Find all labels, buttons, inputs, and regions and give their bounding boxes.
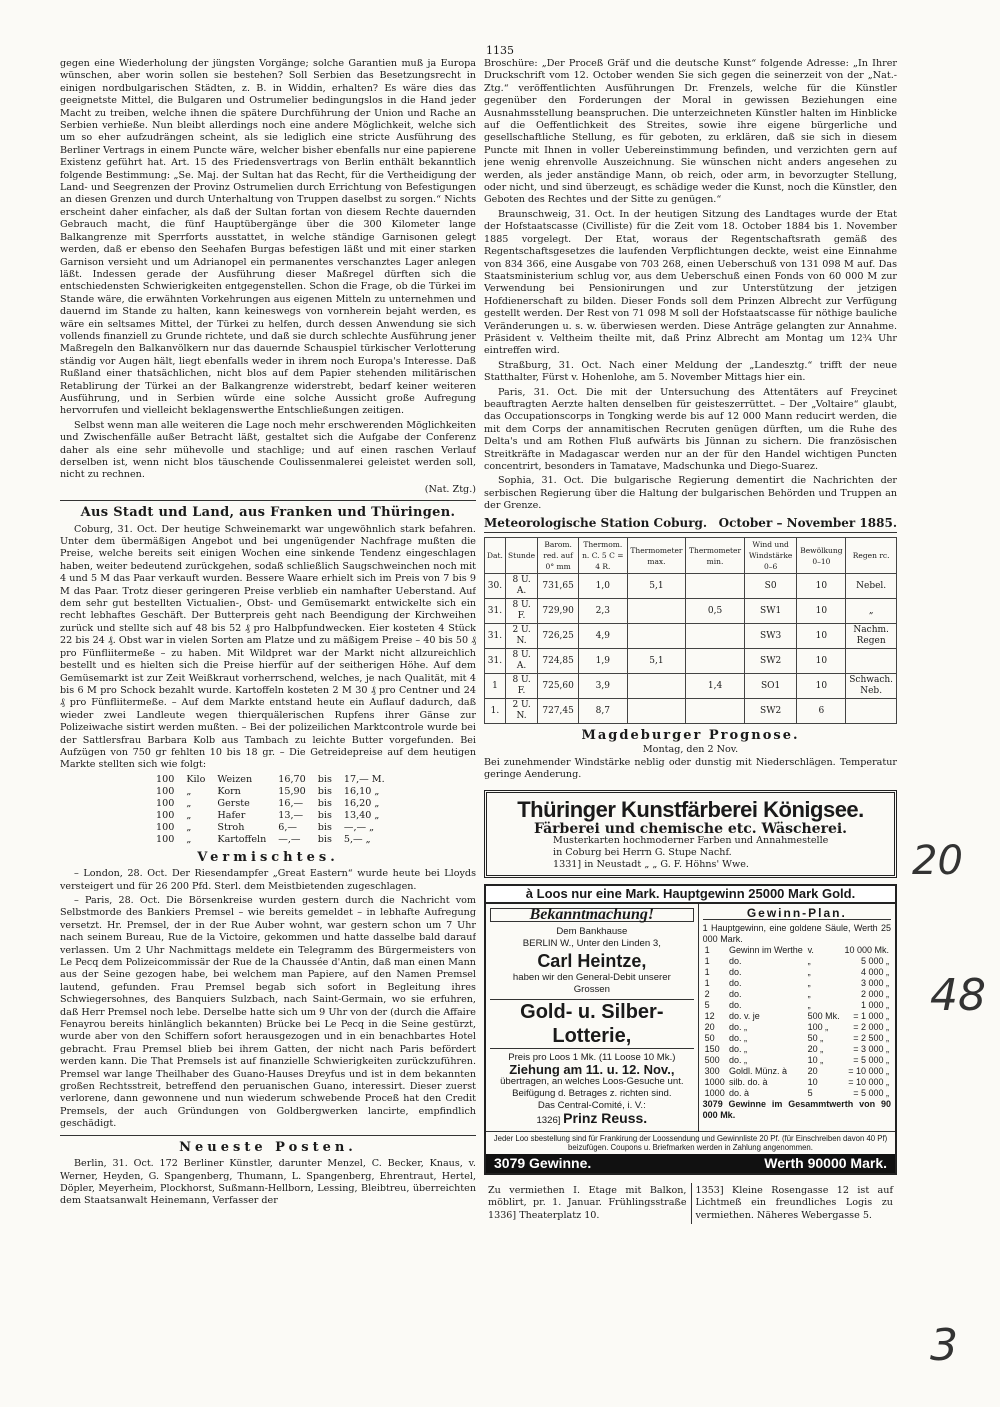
- price-unit: „: [186, 797, 192, 809]
- weather-header-cell: Regen rc.: [846, 538, 897, 574]
- divider: [60, 500, 476, 501]
- prize-row: [703, 1066, 891, 1077]
- price-to: 5,— „: [343, 833, 371, 845]
- prognosis-text: Bei zunehmender Windstärke neblig oder dunstig mit Niederschlägen. Temperatur geringe Aenderung.: [484, 756, 897, 781]
- prize-cell: = 10 000 „: [848, 1077, 889, 1088]
- price-unit: „: [186, 809, 192, 821]
- weather-cell: Nebel.: [846, 574, 897, 599]
- prize-row: [703, 1000, 891, 1011]
- weather-cell: 10: [797, 674, 846, 699]
- price-item: Weizen: [217, 773, 253, 785]
- price-to: 17,— M.: [343, 773, 385, 785]
- weather-cell: SW1: [744, 599, 797, 624]
- weather-cell: [627, 624, 686, 649]
- ad-line: in Coburg bei Herrn G. Stupe Nachf.: [553, 847, 732, 859]
- ad-lotterie-body: [486, 904, 895, 1131]
- weather-cell: [846, 649, 897, 674]
- ad-total-value: Werth 90000 Mark.: [764, 1155, 887, 1172]
- weather-cell: 31.: [485, 624, 506, 649]
- article-berlin-artists: Berlin, 31. Oct. 172 Berliner Künstler, darunter Menzel, C. Becker, Knaus, v. Werner, Heyden, G. Spangenberg, Thumann, L. Spangenberg, Ehrentraut, Hertel, Döpler, Meyerheim, Plockhorst, Sußmann-Hellborn, Lessing, Bleibtreu, überreichten dem Staatsanwalt Heinemann, Verfasser der: [60, 1158, 476, 1207]
- prize-cell: 500: [704, 1055, 720, 1066]
- price-item: Hafer: [217, 809, 246, 821]
- price-unit: „: [186, 785, 192, 797]
- source-signature: (Nat. Ztg.): [424, 483, 476, 495]
- price-unit: „: [186, 821, 192, 833]
- weather-cell: 2 U. N.: [505, 624, 537, 649]
- prize-cell: 150: [704, 1044, 720, 1055]
- weather-cell: 10: [797, 624, 846, 649]
- price-qty: 100: [156, 797, 175, 809]
- pencil-annotation: 3: [930, 1320, 958, 1371]
- price-from: 6,—: [278, 821, 298, 833]
- prize-cell: 10: [807, 1077, 818, 1088]
- article-strassburg: Straßburg, 31. Oct. Nach einer Meldung der „Landesztg.“ trifft der neue Statthalter, Fürst v. Hohenlohe, am 5. November Mittags hier ein.: [484, 359, 897, 384]
- prize-cell: „: [807, 956, 811, 967]
- weather-cell: 8 U. F.: [505, 599, 537, 624]
- weather-row: [485, 599, 897, 624]
- price-item: Kartoffeln: [217, 833, 267, 845]
- prize-cell: 2: [704, 989, 710, 1000]
- price-to: 16,20 „: [343, 797, 380, 809]
- small-ads: [484, 1183, 897, 1224]
- ad-number: 1326]: [536, 1115, 561, 1127]
- prize-cell: = 5 000 „: [853, 1055, 889, 1066]
- prize-cell: 50 „: [807, 1033, 824, 1044]
- weather-cell: 31.: [485, 599, 506, 624]
- prize-row: [703, 1033, 891, 1044]
- weather-station-month: October – November 1885.: [718, 515, 897, 530]
- ad-number: 1331]: [553, 859, 582, 871]
- ad-line-text: in Neustadt „ „ G. F. Höhns' Wwe.: [584, 859, 749, 871]
- price-unit: „: [186, 833, 192, 845]
- price-qty: 100: [156, 785, 175, 797]
- page-number: 1135: [486, 44, 514, 57]
- price-item: Gerste: [217, 797, 250, 809]
- price-row: [150, 822, 391, 834]
- weather-cell: 725,60: [538, 674, 579, 699]
- prize-cell: do.: [728, 989, 742, 1000]
- weather-station-name: Meteorologische Station Coburg.: [484, 515, 708, 530]
- prize-cell: 10 „: [807, 1055, 824, 1066]
- prize-row: [703, 956, 891, 967]
- weather-cell: 731,65: [538, 574, 579, 599]
- weather-cell: [627, 599, 686, 624]
- price-from: 16,—: [278, 797, 304, 809]
- price-item: Korn: [217, 785, 241, 797]
- price-from: 15,90: [278, 785, 306, 797]
- prize-plan-main: 1 Hauptgewinn, eine goldene Säule, Werth 25 000 Mark.: [702, 923, 891, 945]
- prize-cell: 5: [807, 1088, 813, 1099]
- weather-cell: 30.: [485, 574, 506, 599]
- weather-row: [485, 699, 897, 724]
- prize-row: [703, 945, 891, 956]
- weather-cell: SO1: [744, 674, 797, 699]
- weather-cell: [686, 699, 745, 724]
- ad-total-prizes: 3079 Gewinne.: [494, 1155, 592, 1172]
- small-ad-logis: 1353] Kleine Rosengasse 12 ist auf Lichtmeß ein freundliches Logis zu vermiethen. Näheres Webergasse 5.: [691, 1183, 898, 1224]
- prize-cell: 12: [704, 1011, 715, 1022]
- prize-cell: 50: [704, 1033, 715, 1044]
- price-to: 16,10 „: [343, 785, 380, 797]
- ad-lotterie-footer-bar: [486, 1154, 895, 1172]
- prize-cell: do. v. je: [728, 1011, 760, 1022]
- prize-cell: 3 000 „: [860, 978, 889, 989]
- ad-lotterie: [484, 884, 897, 1175]
- prize-plan-table: [703, 945, 891, 1099]
- weather-cell: 726,25: [538, 624, 579, 649]
- divider: [60, 1135, 476, 1136]
- ad-lottery-name: Gold- u. Silber-Lotterie,: [490, 999, 694, 1049]
- ad-kunstfaerberei-title: Thüringer Kunstfärberei Königsee.: [517, 796, 864, 822]
- prize-cell: 20: [704, 1022, 715, 1033]
- prize-cell: 1 000 „: [860, 1000, 889, 1011]
- weather-header-cell: Thermom. n. C. 5 C = 4 R.: [578, 538, 627, 574]
- prize-cell: 100 „: [807, 1022, 829, 1033]
- weather-cell: 724,85: [538, 649, 579, 674]
- ad-line: [553, 859, 888, 871]
- weather-cell: 1,0: [578, 574, 627, 599]
- prize-row: [703, 989, 891, 1000]
- price-unit: Kilo: [186, 773, 206, 785]
- prize-row: [703, 1044, 891, 1055]
- prize-cell: 4 000 „: [860, 967, 889, 978]
- weather-cell: 31.: [485, 649, 506, 674]
- price-item: Stroh: [217, 821, 245, 833]
- weather-cell: 6: [797, 699, 846, 724]
- prize-cell: do. „: [728, 1022, 747, 1033]
- prize-cell: do. „: [728, 1055, 747, 1066]
- prize-cell: 20: [807, 1066, 818, 1077]
- weather-cell: 8 U. F.: [505, 674, 537, 699]
- prize-cell: „: [807, 967, 811, 978]
- weather-row: [485, 649, 897, 674]
- prize-cell: = 3 000 „: [853, 1044, 889, 1055]
- section-heading-stadt-land: Aus Stadt und Land, aus Franken und Thüringen.: [80, 505, 456, 521]
- section-heading-neueste-posten: Neueste Posten.: [179, 1139, 357, 1155]
- ad-signature: [490, 1112, 694, 1127]
- weather-cell: 2,3: [578, 599, 627, 624]
- weather-cell: 1,4: [686, 674, 745, 699]
- weather-cell: 5,1: [627, 649, 686, 674]
- ad-kunstfaerberei-body: [553, 835, 888, 871]
- prize-plan-total: 3079 Gewinne im Gesammtwerth von 90 000 Mk.: [702, 1099, 891, 1121]
- prize-cell: Gewinn im Werthe: [728, 945, 803, 956]
- weather-cell: 10: [797, 649, 846, 674]
- price-from: 13,—: [278, 809, 304, 821]
- weather-header-cell: Stunde: [505, 538, 537, 574]
- prize-cell: 1: [704, 978, 710, 989]
- ad-lotterie-announcement: [486, 904, 699, 1131]
- price-row: [150, 786, 391, 798]
- weather-cell: 3,9: [578, 674, 627, 699]
- article-sophia: Sophia, 31. Oct. Die bulgarische Regierung dementirt die Nachrichten der serbischen Regierung über die Haltung der bulgarischen Behörden und Truppen an der Grenze.: [484, 475, 897, 512]
- price-to: 13,40 „: [343, 809, 380, 821]
- price-bis: bis: [317, 821, 332, 833]
- weather-header-cell: Bewölkung 0–10: [797, 538, 846, 574]
- weather-cell: 1.: [485, 699, 506, 724]
- price-qty: 100: [156, 833, 175, 845]
- small-ad-etage: Zu vermiethen I. Etage mit Balkon, möblirt, pr. 1. Januar. Frühlingsstraße 1336] Theaterplatz 10.: [488, 1184, 687, 1221]
- prize-cell: do. à: [728, 1088, 749, 1099]
- weather-cell: 1: [485, 674, 506, 699]
- ad-text: haben wir den General-Debit unserer: [512, 972, 671, 984]
- prize-cell: do.: [728, 978, 742, 989]
- prize-row: [703, 1077, 891, 1088]
- article-coburg-market: Coburg, 31. Oct. Der heutige Schweinemarkt war ungewöhnlich stark befahren. Unter dem übermäßigen Angebot und bei ungenügender Nachfrage mußten die Preise, welche bereits seit einigen Wochen eine sinkende Tendenz eingeschlagen haben, weiter bedeutend zurückgehen, sodaß schließlich Saugschweinchen noch mit 4 und 5 M das Paar verkauft wurden. Bessere Waare erhielt sich im Preis von 7 bis 9 M das Paar. Trotz dieser geringeren Preise verblieb ein namhafter Ueberstand. Auf dem sehr gut bestellten Victualien-, Obst- und Gemüsemarkt entwickelte sich ein recht lebhaftes Geschäft. Der Butterpreis geht nach Beendigung der Kirchweihen zurück und stellte sich auf 48 bis 52 ₰ pro Halbpfundwecken. Eier kosteten 4 Stück 22 bis 24 ₰. Obst war in vielen Sorten am Platze und zu mäßigem Preise – 40 bis 50 ₰ pro Fünfliitermeße – zu haben. Mit Wildpret war der Markt nicht allzureichlich bestellt und es hielten sich die Preise hierfür auf der seitherigen Höhe. Auf dem Gemüsemarkt ist zur Zeit Weißkraut vorherrschend, welches, je nach Qualität, mit 4 bis 6 M pro Schock bezahlt wurde. Kartoffeln kosteten 2 M 30 ₰ pro Centner und 24 ₰ pro Fünfliitermeße. – Auf dem Markte entstand heute ein Auflauf dadurch, daß wieder zwei Landleute wegen thierquälerischen Rupfens ihrer Gänse zur Polizeiwache sistirt werden mußten. – Bei der polizeilichen Marktcontrole wurde bei der Sattlersfrau Barbara Kolb aus Tambach zu leichte Butter vorgefunden. Bei Aufzügen von 750 gr fehlten 10 bis 18 gr. – Die Getreidepreise auf dem heutigen Markte stellten sich wie folgt:: [60, 523, 476, 771]
- prize-cell: 10 000 Mk.: [844, 945, 889, 956]
- ad-line: Musterkarten hochmoderner Farben und Annahmestelle: [553, 835, 829, 847]
- ad-signer: Prinz Reuss.: [563, 1110, 648, 1127]
- prize-row: [703, 1022, 891, 1033]
- prize-row: [703, 1011, 891, 1022]
- price-bis: bis: [317, 773, 332, 785]
- article-paris-premsel: – Paris, 28. Oct. Die Börsenkreise wurden gestern durch die Nachricht vom Selbstmorde des Bankiers Premsel – wie bereits gemeldet – in lebhafte Aufregung versetzt. Hr. Premsel, der in der Rue Auber wohnt, war gestern schon um 7 Uhr nach seinem Bureau, Rue de la Victoire, gekommen und hatte dasselbe bald darauf verlassen. Um 2 Uhr Nachmittags meldete ein Telegramm des Bürgermeisters von Le Pecq dem Polizeicommissär der Rue de la Chaussée d'Antin, daß man einen Mann aus der Seine gezogen habe, bei welchem man Papiere, auf den Namen Premsel lautend, gefunden. Frau Premsel begab sich sofort in Begleitung ihres Schwiegersohnes, des Banquiers Sulzbach, nach Saint-Germain, wo sie erfuhren, daß Herr Premsel noch lebe. Derselbe hatte sich um 9 Uhr von der (durch die Affaire Fenayrou bereits hinlänglich bekannten) Brücke bei Le Pecq in die Seine gestürzt, wurde aber von den Schiffern sofort herausgezogen und in ein benachbartes Hotel gebracht. Frau Premsel blieb bei ihrem Gatten, der nicht nach Paris befördert werden kann. Die That Premsels ist auf finanzielle Schwierigkeiten zurückzuführen. Premsel war lange Theilhaber des Guano-Hauses Dreyfus und ist in dem bekannten großen Rechtsstreit, betreffend den peruanischen Guano, interessirt. Dieser zuerst verlorene, dann gewonnene und nun wiederum schwebende Proceß hat den Credit Premsels, der auch Gründungen von Goldbergwerken lancirte, empfindlich geschädigt.: [60, 894, 476, 1130]
- ad-kunstfaerberei-subtitle: Färberei und chemische etc. Wäscherei.: [533, 820, 848, 837]
- prize-row: [703, 967, 891, 978]
- prize-cell: = 5 000 „: [853, 1088, 889, 1099]
- weather-cell: S0: [744, 574, 797, 599]
- weather-row: [485, 624, 897, 649]
- prize-plan-title: Gewinn-Plan.: [703, 908, 891, 920]
- weather-cell: SW2: [744, 699, 797, 724]
- prognosis-title: Magdeburger Prognose.: [581, 728, 800, 744]
- ad-text: Dem Bankhause: [556, 926, 628, 938]
- weather-cell: 2 U. N.: [505, 699, 537, 724]
- weather-cell: 8 U. A.: [505, 574, 537, 599]
- price-qty: 100: [156, 773, 175, 785]
- weather-row: [485, 674, 897, 699]
- prize-cell: = 1 000 „: [853, 1011, 889, 1022]
- price-from: 16,70: [278, 773, 306, 785]
- prize-cell: 500 Mk.: [807, 1011, 840, 1022]
- prize-cell: do.: [728, 967, 742, 978]
- weather-cell: SW2: [744, 649, 797, 674]
- left-column: [60, 58, 476, 1383]
- price-bis: bis: [317, 797, 332, 809]
- pencil-annotation: 48: [930, 970, 986, 1021]
- prize-cell: Goldl. Münz. à: [728, 1066, 787, 1077]
- weather-cell: [686, 624, 745, 649]
- prize-cell: 2 000 „: [860, 989, 889, 1000]
- prize-cell: „: [807, 978, 811, 989]
- weather-cell: [627, 699, 686, 724]
- weather-cell: 727,45: [538, 699, 579, 724]
- price-row: [150, 798, 391, 810]
- weather-cell: 729,90: [538, 599, 579, 624]
- article-berlin-continuation: Broschüre: „Der Proceß Gräf und die deutsche Kunst“ folgende Adresse: „In Ihrer Druckschrift vom 12. October wenden Sie sich gegen die seinerzeit von der „Nat.-Ztg.“ veröffentlichten Ausführungen Dr. Frenzels, welche für die Künstler gegenüber den Forderungen der Moral in gewissen Beziehungen eine Ausnahmsstellung beanspruchen. Die unterzeichneten Künstler halten im Hinblicke auf die Oeffentlichkeit des Streites, sowie ihre eigene bürgerliche und gesellschaftliche Stellung, es für geboten, zu erklären, daß sie sich in diesem Puncte mit Ihnen in voller Uebereinstimmung befinden, und verzichten gern auf jene wenig ehrenvolle Auszeichnung. Sie wünschen nicht anders angesehen zu werden, als jeder anständige Mann, ob reich, oder arm, in bevorzugter Stellung, oder nicht, und sind überzeugt, es schädige weder die Kunst, noch die Künstler, den Geboten des Rechtes und der Sitte zu genügen.“: [484, 58, 897, 206]
- section-heading-vermischtes: Vermischtes.: [197, 849, 339, 865]
- weather-station-title: [484, 517, 897, 533]
- price-qty: 100: [156, 821, 175, 833]
- prize-cell: = 2 000 „: [853, 1022, 889, 1033]
- weather-header-cell: Barom. red. auf 0° mm: [538, 538, 579, 574]
- ad-text: Preis pro Loos 1 Mk. (11 Loose 10 Mk.): [508, 1052, 676, 1064]
- weather-cell: 8,7: [578, 699, 627, 724]
- prize-cell: 1000: [704, 1088, 725, 1099]
- prize-cell: 1000: [704, 1077, 725, 1088]
- article-london: – London, 28. Oct. Der Riesendampfer „Great Eastern“ wurde heute bei Lloyds versteigert und für 26 200 Pfd. Sterl. dem Meistbietenden zugeschlagen.: [60, 868, 476, 892]
- weather-cell: [627, 674, 686, 699]
- ad-lotterie-footnote: Jeder Loo sbestellung sind für Frankirung der Loossendung und Gewinnliste 20 Pf. (für Einschreiben davon 40 Pf) beizufügen. Coupons u. Briefmarken werden in Zahlung angenommen.: [486, 1131, 895, 1154]
- price-row: [150, 774, 391, 786]
- ad-text: Das Central-Comité, i. V.:: [537, 1100, 646, 1112]
- price-row: [150, 810, 391, 822]
- weather-cell: „: [846, 599, 897, 624]
- prognosis-date: Montag, den 2 Nov.: [642, 744, 739, 756]
- ad-bekanntmachung: Bekanntmachung!: [490, 908, 694, 922]
- prize-cell: 1: [704, 945, 710, 956]
- price-bis: bis: [317, 833, 332, 845]
- weather-cell: [686, 649, 745, 674]
- prize-row: [703, 978, 891, 989]
- weather-header-cell: Dat.: [485, 538, 506, 574]
- ad-prize-plan: [699, 904, 895, 1131]
- article-conference-end: Selbst wenn man alle weiteren die Lage noch mehr erschwerenden Möglichkeiten und Zwischenfälle außer Betracht läßt, gestaltet sich die Aufgabe der Conferenz daher als eine sehr mühevolle und stachlige; und auf einen raschen Verlauf derselben ist, wenn nicht blos täuschende Coulissenmalerei geleistet werden soll, nicht zu rechnen.: [60, 419, 476, 481]
- weather-cell: SW3: [744, 624, 797, 649]
- grain-price-table: [150, 774, 391, 846]
- weather-header-cell: Thermometer max.: [627, 538, 686, 574]
- prize-cell: = 10 000 „: [848, 1066, 889, 1077]
- prize-cell: 20 „: [807, 1044, 824, 1055]
- prize-cell: „: [807, 989, 811, 1000]
- prize-cell: 5 000 „: [860, 956, 889, 967]
- ad-text: übertragen, an welches Loos-Gesuche unt. Beifügung d. Betrages z. richten sind.: [500, 1076, 684, 1100]
- price-row: [150, 834, 391, 846]
- weather-header-cell: Thermometer min.: [686, 538, 745, 574]
- ad-kunstfaerberei: [484, 790, 897, 878]
- weather-cell: 4,9: [578, 624, 627, 649]
- price-bis: bis: [317, 785, 332, 797]
- article-conference-continuation: gegen eine Wiederholung der jüngsten Vorgänge; solche Garantien muß ja Europa wünschen, aber worin sollen sie bestehen? Soll Serbien das Besetzungsrecht in einigen nordbulgarischen Städten, z. B. in Widdin, erhalten? Es wäre dies das geeignetste Mittel, die Bulgaren und Ostrumelier bedingungslos in die Hand jeder Macht zu treiben, welche ihnen die spätere Durchführung der Union und Rache an Serbien verhieße. Nun bleibt allerdings noch eine andere Möglichkeit, welche sich um so eher aufzudrängen scheint, als sie lediglich eine stricte Ausführung des Berliner Vertrags in einem Puncte wäre, welcher bisher ebenfalls nur eine papierene Existenz geführt hat. Art. 15 des Friedensvertrags von Berlin enthält bekanntlich folgende Bestimmung: „Se. Maj. der Sultan hat das Recht, für die Vertheidigung der Land- und Seegrenzen der Provinz Ostrumelien durch Errichtung von Befestigungen an diesen Grenzen und durch Unterhaltung von Truppen daselbst zu sorgen.“ Nichts erscheint daher einfacher, als daß der Sultan fortan von diesem Rechte dauernden Gebrauch macht, die fünf Hauptübergänge über die 300 Kilometer lange Balkangrenze mit Sperrforts ausstattet, in welche ständige Garnisonen gelegt werden, daß er ebenso den Seehafen Burgas befestigen läßt und mit einer starken Garnison versieht und um Adrianopel ein permanentes verschanztes Lager anlegen läßt. Indessen gerade der Ausführung dieser Maßregel dürften sich die entschiedensten Schwierigkeiten entgegenstellen. Schon die Frage, ob die Türkei im Stande wäre, die erwähnten Vorkehrungen aus eigenen Mitteln zu unternehmen und dauernd im Stande zu halten, kann keineswegs von vornherein bejaht werden, es wäre ein seltsames Mittel, der Türkei zu helfen, durch dessen Anwendung sie sich vollends finanziell zu Grunde richtete, und daß sie durch schlechte Ausführung jener Maßregeln den Balkanvölkern nur das dauernde Schauspiel türkischer Verlotterung ständig vor Augen hält, liegt ebenfalls weder in ihrem noch Europa's Interesse. Daß Rußland einer thatsächlichen, nicht blos auf dem Papier stehenden militärischen Retablirung der Türkei an der Balkangrenze widerstrebt, bedarf keiner weiteren Ausführung, und in Serbien würde eine solche Aussicht große Aufregung hervorrufen und vielleicht beklagenswerthe Entschließungen zeitigen.: [60, 58, 476, 417]
- price-to: —,— „: [343, 821, 375, 833]
- weather-header-cell: Wind und Windstärke 0–6: [744, 538, 797, 574]
- price-from: —,—: [278, 833, 301, 845]
- weather-cell: 0,5: [686, 599, 745, 624]
- ad-bank-name: Carl Heintze,: [537, 951, 647, 972]
- pencil-annotation: 20: [912, 838, 963, 884]
- weather-cell: 1,9: [578, 649, 627, 674]
- article-braunschweig: Braunschweig, 31. Oct. In der heutigen Sitzung des Landtages wurde der Etat der Hofstaatscasse (Civilliste) für die Zeit vom 18. October 1884 bis 1. November 1885 vorgelegt. Der Etat, woraus der Regentschaftsrath gemäß des Regentschaftsgesetzes die laufenden Verpflichtungen deckte, weist eine Einnahme von 834 366, eine Ausgabe von 703 268, einen Ueberschuß von 131 098 M auf. Das Staatsministerium schlug vor, aus dem Ueberschuß einen Fonds von 60 000 M zur Verwendung bei Pensionirungen und zur Unterstützung der jetzigen Hofdienerschaft zu bilden. Dieser Fonds soll dem Prinzen Albrecht zur Verfügung gestellt werden. Der Rest von 71 098 M soll der Hofstaatscasse für nöthige bauliche Veränderungen u. s. w. überwiesen werden. Diese Anträge gelangten zur Annahme. Präsident v. Veltheim theilte mit, daß Prinz Albrecht am Montag um 12¾ Uhr eintreffen wird.: [484, 208, 897, 357]
- weather-cell: 10: [797, 574, 846, 599]
- weather-cell: 10: [797, 599, 846, 624]
- price-bis: bis: [317, 809, 332, 821]
- weather-cell: [846, 699, 897, 724]
- ad-text: Grossen: [573, 984, 610, 996]
- prize-cell: 5: [704, 1000, 710, 1011]
- weather-cell: Nachm. Regen: [846, 624, 897, 649]
- prize-cell: „: [807, 1000, 811, 1011]
- price-qty: 100: [156, 809, 175, 821]
- prize-cell: = 2 500 „: [853, 1033, 889, 1044]
- weather-cell: [686, 574, 745, 599]
- prize-cell: 300: [704, 1066, 720, 1077]
- right-column: [484, 58, 897, 1388]
- weather-cell: 8 U. A.: [505, 649, 537, 674]
- prize-cell: do. „: [728, 1033, 747, 1044]
- prize-cell: do.: [728, 956, 742, 967]
- prize-row: [703, 1055, 891, 1066]
- weather-row: [485, 574, 897, 599]
- prize-cell: do. „: [728, 1044, 747, 1055]
- weather-cell: 5,1: [627, 574, 686, 599]
- prize-cell: silb. do. à: [728, 1077, 768, 1088]
- ad-draw-date: Ziehung am 11. u. 12. Nov.,: [509, 1062, 675, 1078]
- prize-cell: do.: [728, 1000, 742, 1011]
- prize-cell: 1: [704, 956, 710, 967]
- ad-text: BERLIN W., Unter den Linden 3,: [522, 938, 661, 950]
- prize-row: [703, 1088, 891, 1099]
- weather-table: [484, 537, 897, 724]
- weather-cell: Schwach. Neb.: [846, 674, 897, 699]
- article-paris-tongking: Paris, 31. Oct. Die mit der Untersuchung des Attentäters auf Freycinet beauftragten Aerzte halten denselben für geisteszerrüttet. – Der „Voltaire“ glaubt, das Occupationscorps in Tongking werde bis auf 12 000 Mann reducirt werden, die mit dem Corps der annamitischen Recruten genügen dürften, um die Ruhe des Delta's und am Rothen Fluß aufwärts bis Jünnan zu sichern. Die französischen Streitkräfte in Madagascar werden nur an der für den Handel wichtigen Puncten concentrirt, besonders in Tamatave, Madschunka und Diego-Suarez.: [484, 386, 897, 472]
- prize-cell: v.: [807, 945, 814, 956]
- ad-lotterie-banner: à Loos nur eine Mark. Hauptgewinn 25000 Mark Gold.: [486, 886, 895, 904]
- prize-cell: 1: [704, 967, 710, 978]
